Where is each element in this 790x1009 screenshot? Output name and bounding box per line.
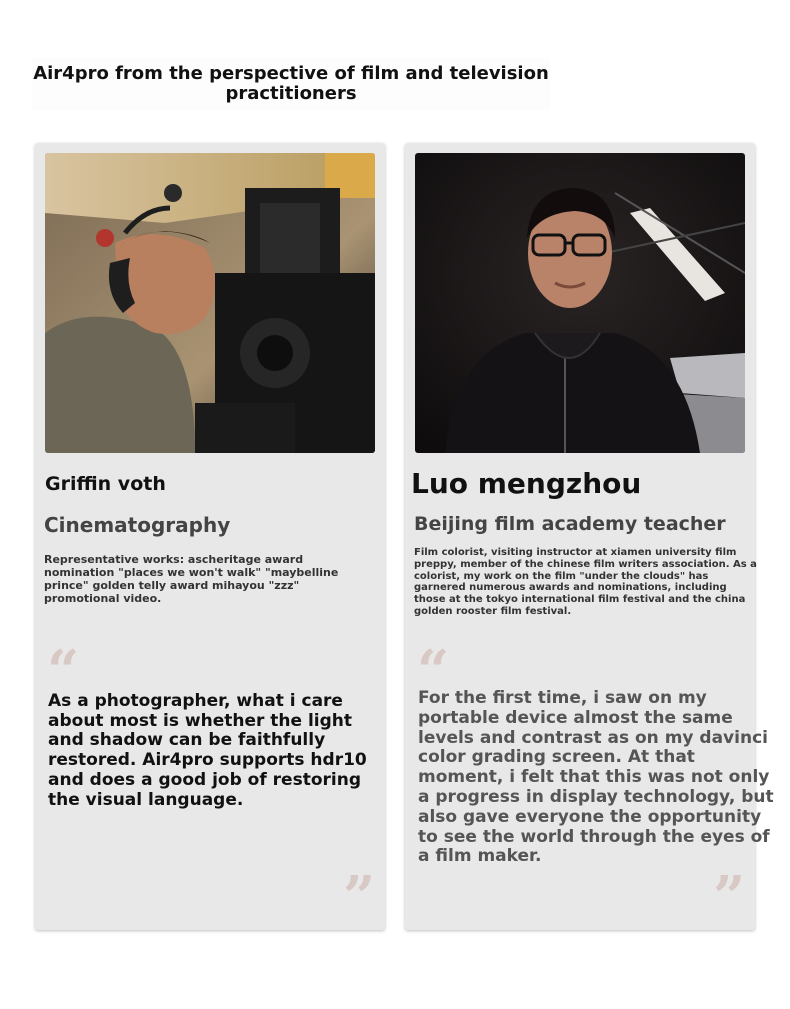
photo-griffin-voth <box>45 153 375 453</box>
person-name: Griffin voth <box>45 473 166 495</box>
close-quote-icon: ” <box>343 864 376 930</box>
page-title <box>32 58 550 110</box>
testimonial-quote: For the first time, i saw on my portable device almost the same levels and contrast as on my davinci color grading screen. At that moment, i felt that this was not only a progress in display technology, but also gave everyone the opportunity to see the world through the eyes of a film maker. <box>418 688 774 867</box>
person-role: Beijing film academy teacher <box>414 513 726 535</box>
testimonial-card-griffin <box>35 143 385 930</box>
person-bio: Representative works: ascheritage award nomination "places we won't walk" "maybelline prince" golden telly award mihayou "zzz" promotional video. <box>44 553 339 605</box>
person-bio: Film colorist, visiting instructor at xiamen university film preppy, member of the chinese film writers association. As a colorist, my work on the film "under the clouds" has garnered numerous awards and nominations, including those at the tokyo international film festival and the china golden rooster film festival. <box>414 547 757 617</box>
person-name: Luo mengzhou <box>411 467 642 500</box>
testimonial-card-luo <box>405 143 774 930</box>
colorist-photo-image <box>415 153 745 453</box>
open-quote-icon: “ <box>47 638 80 704</box>
page-title-line-2: practitioners <box>225 83 357 104</box>
photo-luo-mengzhou <box>415 153 745 453</box>
cinematographer-photo-image <box>45 153 375 453</box>
close-quote-icon: ” <box>713 864 746 930</box>
person-role: Cinematography <box>44 513 231 537</box>
page-title-line-1: Air4pro from the perspective of film and television <box>33 63 549 84</box>
testimonial-quote: As a photographer, what i care about most is whether the light and shadow can be faithfully restored. Air4pro supports hdr10 and does a good job of restoring the visual language. <box>48 691 367 810</box>
open-quote-icon: “ <box>417 638 450 704</box>
